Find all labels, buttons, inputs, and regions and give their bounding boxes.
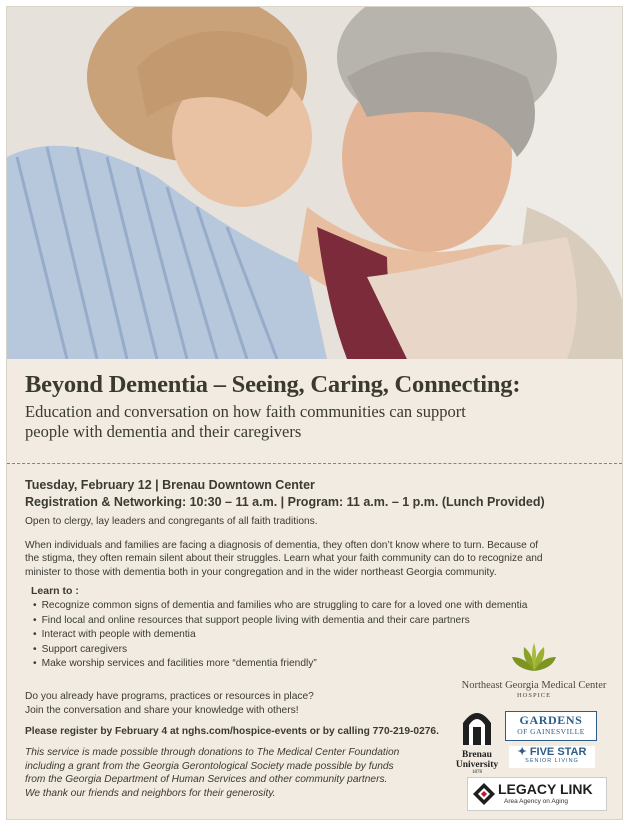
- brenau-line-2: University: [455, 760, 499, 770]
- fivestar-line-2: SENIOR LIVING: [525, 758, 579, 764]
- intro-paragraph: [25, 539, 615, 580]
- intro-line: minister to those with dementia both in your congregation and in the wider northeast Georgia community.: [25, 566, 497, 578]
- flyer: [6, 6, 623, 820]
- intro-line: When individuals and families are facing a diagnosis of dementia, they often don’t know where to turn. Because of: [25, 539, 539, 551]
- thanks-line: This service is made possible through donations to The Medical Center Foundation: [25, 747, 400, 758]
- list-item: • Interact with people with dementia: [33, 628, 615, 643]
- brenau-year: 1878: [472, 770, 482, 775]
- registration-info[interactable]: Please register by February 4 at nghs.com/hospice-events or by calling 770-219-0276.: [25, 726, 439, 737]
- page-title: Beyond Dementia – Seeing, Caring, Connecting:: [25, 371, 521, 398]
- thanks-line: We thank our friends and neighbors for their generosity.: [25, 787, 276, 799]
- learn-heading: Learn to :: [31, 585, 79, 597]
- question-line: Join the conversation and share your knowledge with others!: [25, 704, 299, 716]
- gardens-logo: [505, 711, 597, 741]
- gardens-line-1: GARDENS: [519, 713, 583, 727]
- lotus-leaf-icon: [512, 643, 556, 673]
- brenau-line-1: Brenau: [462, 750, 492, 760]
- ngmc-sub: HOSPICE: [516, 692, 552, 699]
- thanks-paragraph: [25, 746, 455, 800]
- star-logo-icon: ✦: [517, 746, 527, 758]
- fivestar-line-1: [509, 746, 595, 758]
- legacy-link-logo: [467, 777, 607, 811]
- hero-photo: [7, 7, 623, 359]
- closing-section: [25, 690, 455, 800]
- list-item: • Find local and online resources that support people living with dementia and their care partners: [33, 614, 615, 629]
- question-line: Do you already have programs, practices or resources in place?: [25, 691, 314, 702]
- event-schedule: Registration & Networking: 10:30 – 11 a.m. | Program: 11 a.m. – 1 p.m. (Lunch Provided): [25, 495, 545, 509]
- fivestar-logo: [509, 746, 595, 768]
- ngmc-logo: [455, 643, 613, 699]
- photo-illustration: [7, 7, 623, 359]
- fivestar-name: FIVE STAR: [529, 746, 587, 758]
- subtitle-line-2: people with dementia and their caregivers: [25, 422, 302, 441]
- brenau-arch-icon: [460, 709, 494, 745]
- list-item: • Recognize common signs of dementia and families who are struggling to care for a loved one with dementia: [33, 599, 615, 614]
- event-date-location: Tuesday, February 12 | Brenau Downtown Center: [25, 478, 315, 492]
- list-item: • Support caregivers: [33, 643, 615, 658]
- legacy-diamond-icon: [472, 782, 496, 806]
- list-item: • Make worship services and facilities more “dementia friendly”: [33, 657, 615, 672]
- intro-line: the stigma, they often remain silent about their struggles. Learn what your faith community can do to recognize and: [25, 553, 543, 564]
- subtitle-line-1: Education and conversation on how faith communities can support: [25, 402, 466, 421]
- brenau-logo: [455, 709, 499, 779]
- header: [25, 371, 615, 442]
- thanks-line: including a grant from the Georgia Gerontological Society made possible by funds: [25, 760, 394, 772]
- legacy-line-2: Area Agency on Aging: [504, 798, 568, 805]
- thanks-line: from the Georgia Department of Human Services and other community partners.: [25, 774, 388, 785]
- gardens-line-2: OF GAINESVILLE: [517, 727, 585, 736]
- ngmc-name: Northeast Georgia Medical Center: [461, 680, 607, 691]
- event-audience: Open to clergy, lay leaders and congregants of all faith traditions.: [25, 516, 318, 527]
- legacy-line-1: LEGACY LINK: [498, 781, 593, 797]
- divider: [7, 463, 622, 464]
